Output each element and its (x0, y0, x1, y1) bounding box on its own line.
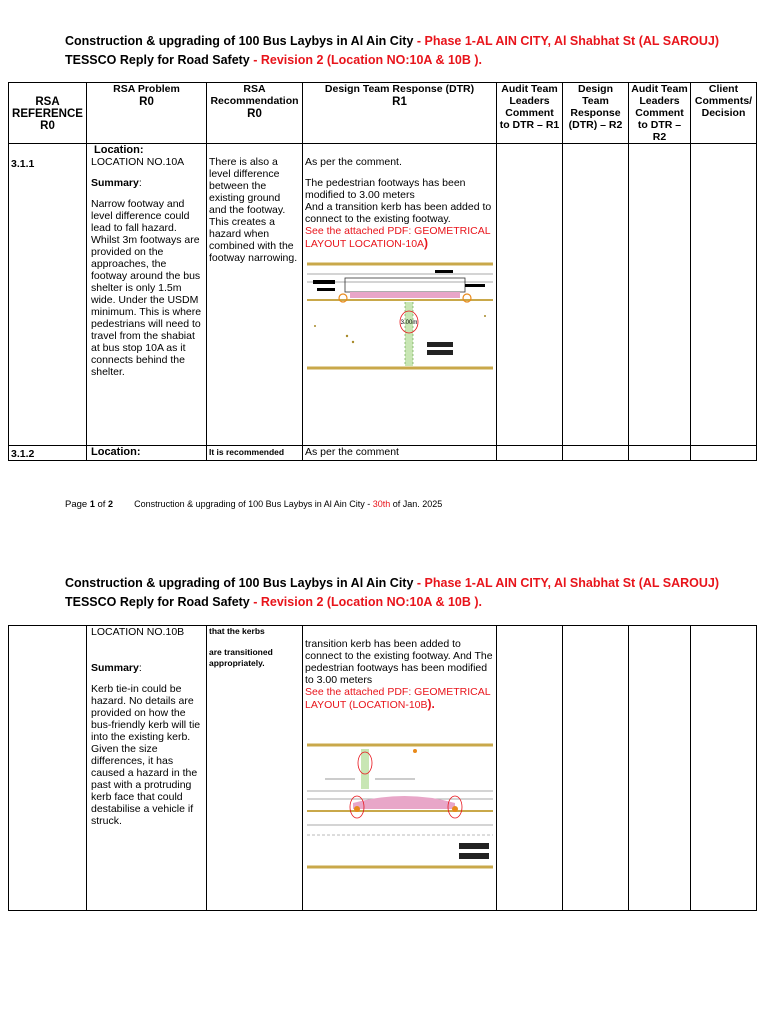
drawing-dimension-label: 3.00m (400, 320, 418, 326)
audit-r2-cell (629, 626, 691, 911)
summary-heading: Summary: (91, 177, 142, 189)
client-cell (691, 446, 757, 461)
dtr-text-2: The pedestrian footways has been modified to 3.00 meters (305, 177, 466, 201)
row-ref: 3.1.1 (9, 144, 87, 446)
col-rsa-ref: RSA REFERENCE R0 (9, 83, 87, 144)
design-r2-cell (563, 626, 629, 911)
location-value: LOCATION NO.10B (91, 626, 185, 638)
table-row (9, 626, 757, 911)
rsa-table-page2 (8, 625, 757, 911)
design-r2-cell (563, 144, 629, 446)
header-line1: Construction & upgrading of 100 Bus Laybys in Al Ain City - Phase 1-AL AIN CITY, Al Shabhat St (AL SAROUJ) (65, 34, 720, 48)
dtr-text-1: As per the comment. (305, 156, 402, 168)
page-footer: Page 1 of 2 Construction & upgrading of 100 Bus Laybys in Al Ain City - 30th of Jan. 2025 (65, 499, 443, 510)
page1-header (65, 32, 719, 70)
problem-cell (87, 626, 207, 911)
col-audit-r1: Audit Team Leaders Comment to DTR – R1 (497, 83, 563, 144)
col-audit-r2: Audit Team Leaders Comment to DTR – R2 (629, 83, 691, 144)
location-label: Location: (94, 144, 144, 156)
geometric-layout-drawing-10b (305, 739, 495, 879)
audit-r1-cell (497, 626, 563, 911)
dtr-text-2: transition kerb has been added to connect to the existing footway. And The pedestrian footways has been modified to 3.00 meters (305, 638, 493, 686)
table-header-row (9, 83, 757, 144)
audit-r2-cell (629, 144, 691, 446)
table-row (9, 446, 757, 461)
col-design-r2: Design Team Response (DTR) – R2 (563, 83, 629, 144)
rsa-table-page1 (8, 82, 757, 461)
problem-cell (87, 144, 207, 446)
dtr-text-3: And a transition kerb has been added to connect to the existing footway. (305, 201, 492, 225)
audit-r1-cell (497, 446, 563, 461)
audit-r2-cell (629, 446, 691, 461)
problem-text: Kerb tie-in could be hazard. No details are provided on how the bus-friendly kerb will tie into the existing kerb. Given the size differences, it has caused a hazard in the past with a protruding kerb face that could destabilise a vehicle if struck. (91, 683, 201, 827)
recommendation-cell (207, 144, 303, 446)
dtr-pdf-reference: See the attached PDF: GEOMETRICAL LAYOUT (LOCATION-10B). (305, 686, 491, 711)
recommendation-cell: It is recommended (207, 446, 303, 461)
row-ref: 3.1.2 (9, 446, 87, 461)
client-cell (691, 144, 757, 446)
col-rsa-problem: RSA Problem R0 (87, 83, 207, 144)
design-r2-cell (563, 446, 629, 461)
client-cell (691, 626, 757, 911)
recommendation-text-2: that the kerbs (209, 626, 265, 636)
recommendation-cell (207, 626, 303, 911)
page2-header (65, 574, 719, 612)
header-line2: TESSCO Reply for Road Safety - Revision 2 (Location NO:10A & 10B ). (65, 53, 482, 67)
row-ref (9, 626, 87, 911)
location-value: LOCATION NO.10A (91, 156, 185, 168)
table-row (9, 144, 757, 446)
recommendation-text-3: are transitioned appropriately. (209, 647, 273, 668)
dtr-cell (303, 144, 497, 446)
problem-text: Narrow footway and level difference could lead to fall hazard. Whilst 3m footways are provided on the approaches, the footway around the bus shelter is only 1.5m wide. Under the USDM minimum. This is where pedestrians will need to travel from the shabiat at bus stop 10A as it connects behind the shelter. (91, 198, 202, 378)
header-line1: Construction & upgrading of 100 Bus Laybys in Al Ain City - Phase 1-AL AIN CITY, Al Shabhat St (AL SAROUJ) (65, 576, 720, 590)
geometric-layout-drawing-10a (305, 256, 495, 376)
header-line2: TESSCO Reply for Road Safety - Revision 2 (Location NO:10A & 10B ). (65, 595, 482, 609)
col-rsa-recommendation: RSA Recommendation R0 (207, 83, 303, 144)
col-client: Client Comments/ Decision (691, 83, 757, 144)
summary-heading: Summary: (91, 662, 142, 674)
problem-cell: Location: (87, 446, 207, 461)
dtr-cell: As per the comment (303, 446, 497, 461)
dtr-cell (303, 626, 497, 911)
recommendation-text: There is also a level difference between the existing ground and the footway. This creates a hazard when combined with the footway narrowing. (209, 156, 298, 264)
col-dtr: Design Team Response (DTR) R1 (303, 83, 497, 144)
dtr-pdf-reference: See the attached PDF: GEOMETRICAL LAYOUT LOCATION-10A) (305, 225, 491, 250)
audit-r1-cell (497, 144, 563, 446)
